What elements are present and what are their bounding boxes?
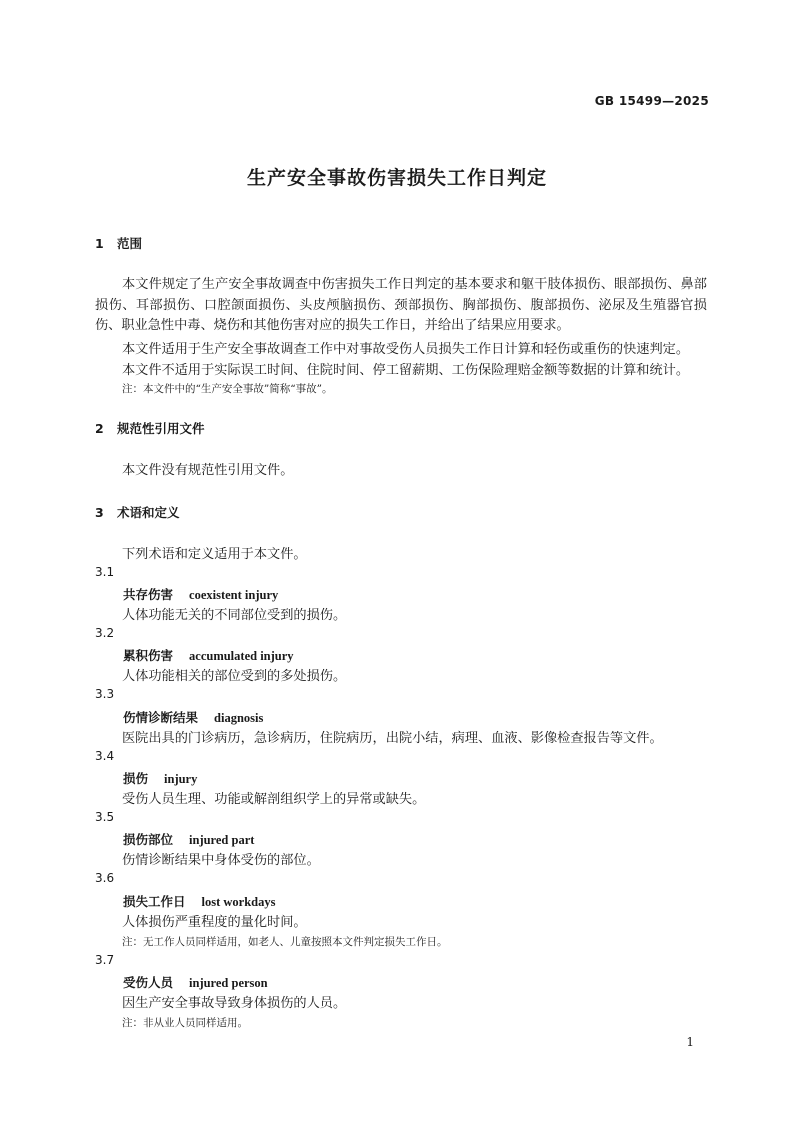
term-number: 3.4 [95, 749, 115, 763]
standard-number: GB 15499—2025 [594, 94, 709, 108]
term-number: 3.6 [95, 871, 115, 885]
term-zh: 累积伤害 [123, 648, 174, 663]
term-heading [123, 892, 275, 910]
term-heading [123, 769, 197, 787]
section-number: 3 [95, 505, 104, 520]
term-zh: 损伤 [123, 771, 149, 786]
scope-note: 注：本文件中的“生产安全事故”简称“事故”。 [122, 383, 333, 395]
references-paragraph: 本文件没有规范性引用文件。 [122, 463, 294, 478]
terms-intro: 下列术语和定义适用于本文件。 [122, 547, 307, 562]
term-definition: 医院出具的门诊病历，急诊病历，住院病历，出院小结，病理、血液、影像检查报告等文件。 [122, 731, 663, 746]
term-number: 3.5 [95, 810, 115, 824]
term-note: 注：无工作人员同样适用，如老人、儿童按照本文件判定损失工作日。 [122, 936, 448, 948]
section-title: 范围 [117, 236, 143, 251]
section-1-heading [95, 234, 142, 252]
term-zh: 受伤人员 [123, 975, 174, 990]
section-3-heading [95, 503, 180, 521]
term-definition: 因生产安全事故导致身体损伤的人员。 [122, 996, 347, 1011]
term-heading [123, 708, 263, 726]
term-en: diagnosis [214, 711, 264, 725]
term-zh: 损伤部位 [123, 832, 174, 847]
term-definition: 人体功能相关的部位受到的多处损伤。 [122, 669, 347, 684]
term-definition: 伤情诊断结果中身体受伤的部位。 [122, 853, 320, 868]
scope-paragraph-2: 本文件适用于生产安全事故调查工作中对事故受伤人员损失工作日计算和轻伤或重伤的快速判定。 [122, 342, 690, 357]
term-en: injury [164, 772, 198, 786]
page-number: 1 [686, 1035, 694, 1049]
term-heading [123, 830, 254, 848]
scope-paragraph-3: 本文件不适用于实际误工时间、住院时间、停工留薪期、工伤保险理赔金额等数据的计算和统计。 [122, 363, 690, 378]
term-definition: 人体损伤严重程度的量化时间。 [122, 915, 307, 930]
term-en: injured person [189, 976, 268, 990]
term-heading [123, 646, 294, 664]
term-en: injured part [189, 833, 255, 847]
document-title: 生产安全事故伤害损失工作日判定 [246, 167, 547, 189]
section-number: 1 [95, 236, 104, 251]
term-zh: 损失工作日 [123, 894, 186, 909]
section-title: 规范性引用文件 [117, 421, 205, 436]
scope-paragraph-1: 本文件规定了生产安全事故调查中伤害损失工作日判定的基本要求和躯干肢体损伤、眼部损伤、鼻部损伤、耳部损伤、口腔颌面损伤、头皮颅脑损伤、颈部损伤、胸部损伤、腹部损伤、泌尿及生殖器官损伤、职业急性中毒、烧伤和其他伤害对应的损失工作日，并给出了结果应用要求。 [95, 277, 707, 333]
term-en: accumulated injury [189, 649, 294, 663]
term-heading [123, 973, 268, 991]
term-heading [123, 585, 278, 603]
term-note: 注：非从业人员同样适用。 [122, 1017, 248, 1029]
term-en: lost workdays [201, 895, 276, 909]
term-definition: 受伤人员生理、功能或解剖组织学上的异常或缺失。 [122, 792, 426, 807]
term-definition: 人体功能无关的不同部位受到的损伤。 [122, 608, 347, 623]
term-number: 3.2 [95, 626, 115, 640]
term-number: 3.7 [95, 953, 115, 967]
term-zh: 共存伤害 [123, 587, 174, 602]
term-number: 3.3 [95, 687, 115, 701]
section-2-heading [95, 419, 205, 437]
term-en: coexistent injury [189, 588, 279, 602]
section-number: 2 [95, 421, 104, 436]
term-zh: 伤情诊断结果 [123, 710, 199, 725]
section-title: 术语和定义 [117, 505, 180, 520]
term-number: 3.1 [95, 565, 115, 579]
